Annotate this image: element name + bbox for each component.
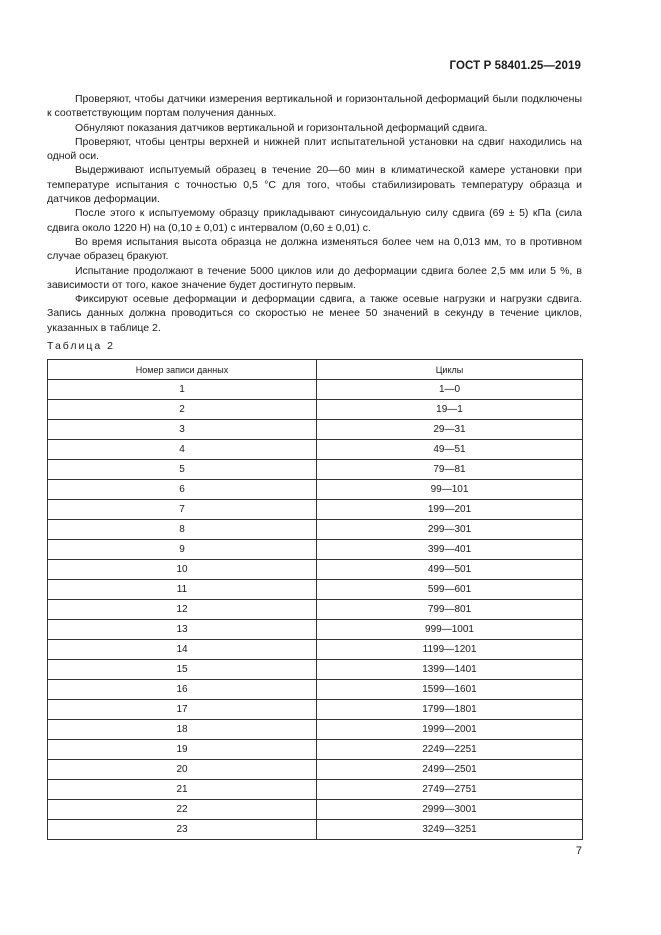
table-row [48, 580, 583, 600]
paragraph: Во время испытания высота образца не должна изменяться более чем на 0,013 мм, то в противном случае образец бракуют. [47, 235, 582, 263]
document-code-header: ГОСТ Р 58401.25—2019 [449, 60, 581, 72]
cycles-cell: 99—101 [317, 480, 583, 500]
body-text [47, 92, 582, 335]
cycles-cell: 49—51 [317, 440, 583, 460]
record-number-cell: 23 [48, 820, 317, 840]
table-row [48, 480, 583, 500]
table-header-row [48, 360, 583, 380]
record-number-cell: 12 [48, 600, 317, 620]
table-row [48, 500, 583, 520]
paragraph: Фиксируют осевые деформации и деформации сдвига, а также осевые нагрузки и нагрузки сдвига. Запись данных должна проводиться со скоростью не менее 50 значений в секунду в течение циклов, указанных в таблице 2. [47, 293, 582, 334]
record-number-cell: 8 [48, 520, 317, 540]
cycles-cell: 299—301 [317, 520, 583, 540]
table-row [48, 740, 583, 760]
table-row [48, 800, 583, 820]
table-row [48, 560, 583, 580]
cycles-cell: 999—1001 [317, 620, 583, 640]
paragraph: Выдерживают испытуемый образец в течение 20—60 мин в климатической камере установки при температуре испытания с точностью 0,5 °С для того, чтобы стабилизировать температуру образца и датчиков деформации. [47, 164, 582, 206]
table-row [48, 600, 583, 620]
record-number-cell: 6 [48, 480, 317, 500]
paragraph: Обнуляют показания датчиков вертикальной и горизонтальной деформаций сдвига. [75, 121, 488, 134]
table-row [48, 440, 583, 460]
page-number: 7 [575, 845, 582, 857]
cycles-cell: 599—601 [317, 580, 583, 600]
table-row [48, 420, 583, 440]
cycles-cell: 1—0 [317, 380, 583, 400]
cycles-cell: 3249—3251 [317, 820, 583, 840]
record-number-cell: 2 [48, 400, 317, 420]
record-number-cell: 4 [48, 440, 317, 460]
column-header-cycles: Циклы [317, 360, 583, 380]
record-number-cell: 11 [48, 580, 317, 600]
table-row [48, 820, 583, 840]
cycles-cell: 1599—1601 [317, 680, 583, 700]
record-number-cell: 9 [48, 540, 317, 560]
table-row [48, 720, 583, 740]
record-number-cell: 18 [48, 720, 317, 740]
record-number-cell: 17 [48, 700, 317, 720]
cycles-cell: 1799—1801 [317, 700, 583, 720]
paragraph: Проверяют, чтобы датчики измерения вертикальной и горизонтальной деформаций были подключены к соответствующим портам получения данных. [47, 93, 582, 120]
table-row [48, 380, 583, 400]
cycles-cell: 2499—2501 [317, 760, 583, 780]
table-row [48, 700, 583, 720]
cycles-cell: 1999—2001 [317, 720, 583, 740]
record-number-cell: 10 [48, 560, 317, 580]
cycles-cell: 79—81 [317, 460, 583, 480]
record-number-cell: 15 [48, 660, 317, 680]
cycles-cell: 199—201 [317, 500, 583, 520]
record-number-cell: 1 [48, 380, 317, 400]
table-row [48, 620, 583, 640]
cycles-cell: 1399—1401 [317, 660, 583, 680]
paragraph: После этого к испытуемому образцу прикладывают синусоидальную силу сдвига (69 ± 5) кПа (сила сдвига около 1220 Н) на (0,10 ± 0,01) с интервалом (0,60 ± 0,01) с. [47, 207, 582, 234]
paragraph: Проверяют, чтобы центры верхней и нижней плит испытательной установки на сдвиг находились на одной оси. [47, 135, 582, 163]
record-number-cell: 5 [48, 460, 317, 480]
cycles-cell: 19—1 [317, 400, 583, 420]
table-row [48, 660, 583, 680]
cycles-cell: 2249—2251 [317, 740, 583, 760]
record-number-cell: 21 [48, 780, 317, 800]
table-body [48, 380, 583, 840]
table-row [48, 460, 583, 480]
cycles-cell: 29—31 [317, 420, 583, 440]
column-header-record-number: Номер записи данных [48, 360, 317, 380]
table-row [48, 400, 583, 420]
table-row [48, 680, 583, 700]
cycles-cell: 2999—3001 [317, 800, 583, 820]
table-row [48, 760, 583, 780]
record-number-cell: 7 [48, 500, 317, 520]
record-number-cell: 20 [48, 760, 317, 780]
cycles-cell: 399—401 [317, 540, 583, 560]
table-row [48, 540, 583, 560]
record-number-cell: 13 [48, 620, 317, 640]
table-row [48, 780, 583, 800]
record-number-cell: 16 [48, 680, 317, 700]
cycles-cell: 2749—2751 [317, 780, 583, 800]
cycles-cell: 799—801 [317, 600, 583, 620]
record-number-cell: 19 [48, 740, 317, 760]
record-number-cell: 14 [48, 640, 317, 660]
table-row [48, 520, 583, 540]
data-records-table [47, 359, 583, 840]
cycles-cell: 499—501 [317, 560, 583, 580]
paragraph: Испытание продолжают в течение 5000 циклов или до деформации сдвига более 2,5 мм или 5 %, в зависимости от того, какое значение будет достигнуто первым. [47, 264, 582, 291]
record-number-cell: 3 [48, 420, 317, 440]
table-row [48, 640, 583, 660]
table-caption: Таблица 2 [47, 340, 115, 352]
cycles-cell: 1199—1201 [317, 640, 583, 660]
record-number-cell: 22 [48, 800, 317, 820]
